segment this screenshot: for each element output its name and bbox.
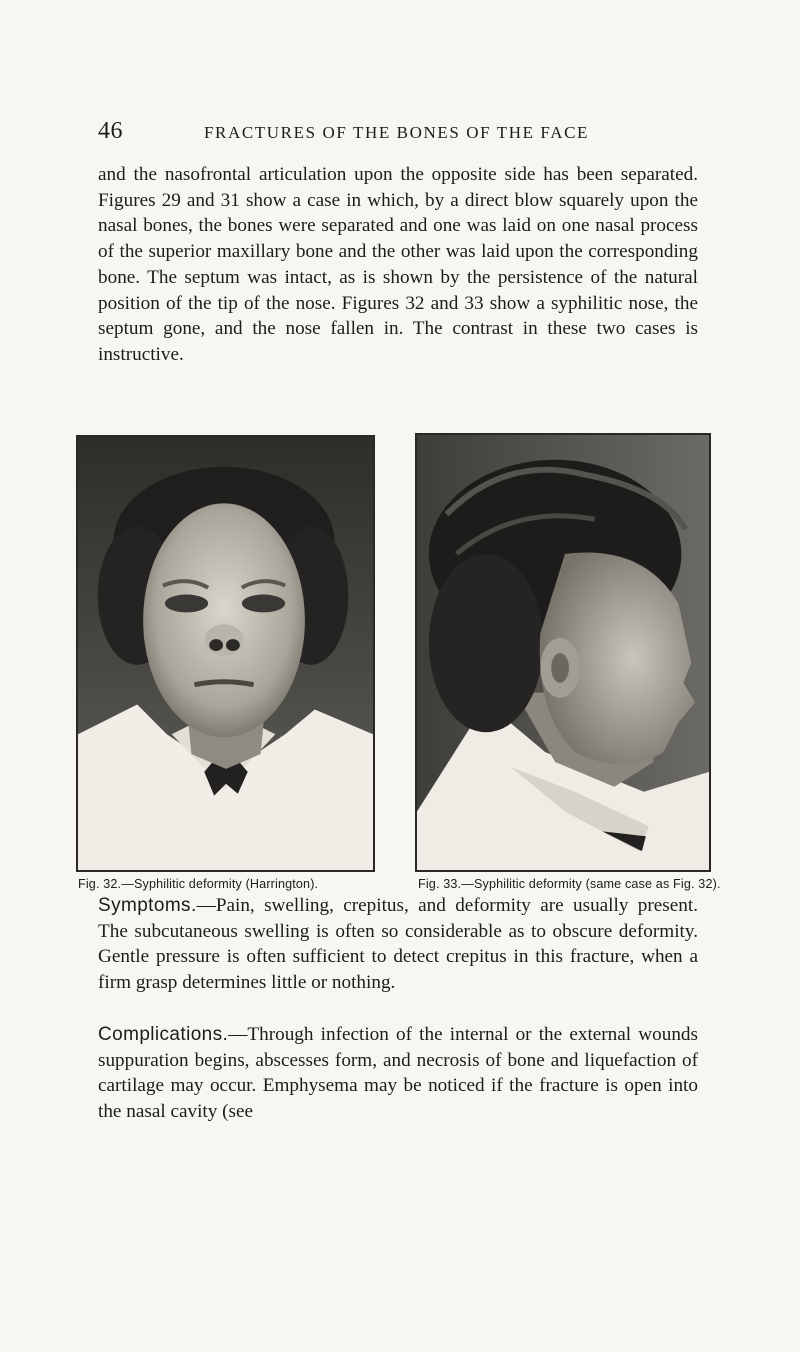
profile-portrait-photo bbox=[417, 435, 709, 870]
complications-heading: Complications. bbox=[98, 1024, 229, 1045]
symptoms-paragraph bbox=[98, 893, 698, 996]
figure-32-caption: Fig. 32.—Syphilitic deformity (Harrington). bbox=[78, 877, 319, 891]
page-number: 46 bbox=[98, 118, 123, 144]
symptoms-heading: Symptoms. bbox=[98, 895, 197, 916]
figure-33-caption: Fig. 33.—Syphilitic deformity (same case as Fig. 32). bbox=[418, 877, 721, 891]
figure-32-photo bbox=[76, 435, 375, 872]
symptoms-text: —Pain, swelling, crepitus, and deformity are usually present. The subcutaneous swelling is often so considerable as to obscure deformity. Gentle pressure is often sufficient to detect crepitus in this fracture, when a firm grasp determines little or nothing. bbox=[98, 895, 698, 994]
figure-33-photo bbox=[415, 433, 711, 872]
complications-text: —Through infection of the internal or the external wounds suppuration begins, abscesses form, and necrosis of bone and liquefaction of cartilage may occur. Emphysema may be noticed if the fracture is open into the nasal cavity (see bbox=[98, 1024, 698, 1123]
complications-paragraph bbox=[98, 1022, 698, 1125]
running-head bbox=[98, 118, 698, 148]
body-paragraph: and the nasofrontal articulation upon the opposite side has been separated. Figures 29 and 31 show a case in which, by a direct blow squarely upon the nasal bones, the bones were separated and one was laid on one nasal process of the superior maxillary bone and the other was laid upon the corresponding bone. The septum was intact, as is shown by the persistence of the natural position of the tip of the nose. Figures 32 and 33 show a syphilitic nose, the septum gone, and the nose fallen in. The contrast in these two cases is instructive. bbox=[98, 164, 698, 365]
running-title: FRACTURES OF THE BONES OF THE FACE bbox=[204, 123, 590, 142]
frontal-portrait-photo bbox=[78, 437, 373, 870]
